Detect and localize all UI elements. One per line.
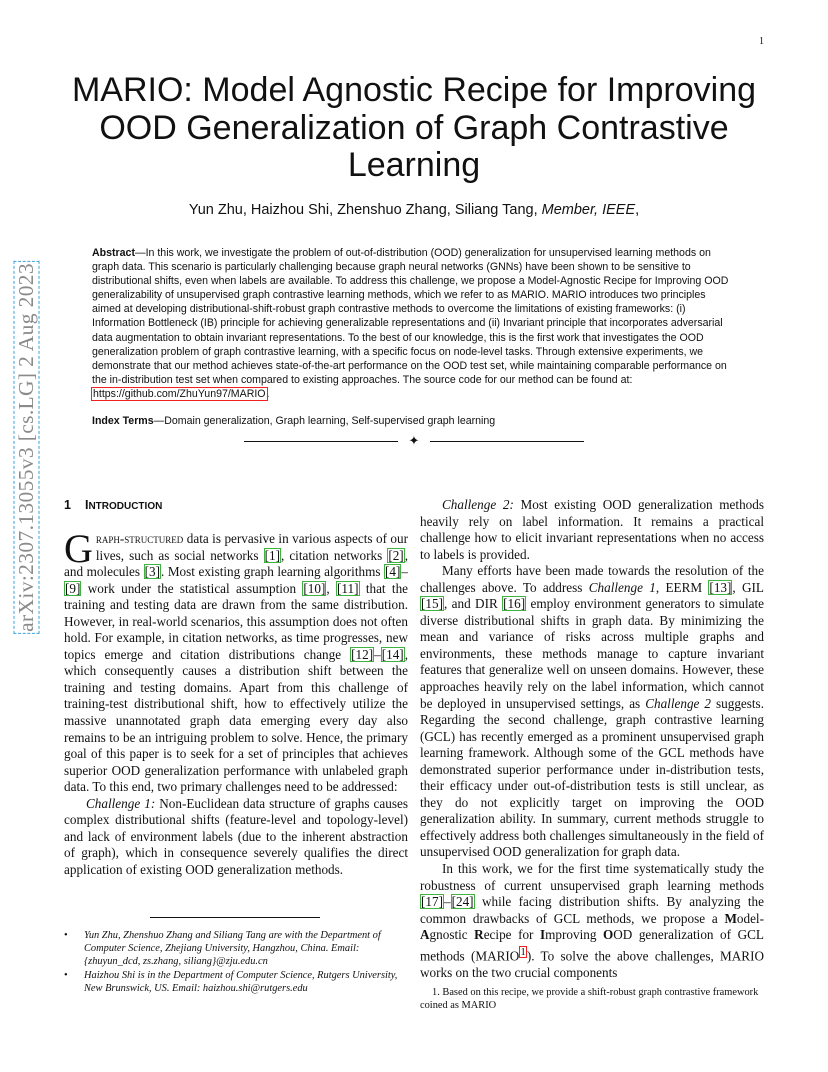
divider-line-left: [244, 441, 398, 442]
source-code-link[interactable]: https://github.com/ZhuYun97/MARIO: [93, 387, 266, 400]
index-terms-label: Index Terms: [92, 415, 154, 427]
acronym-letter: M: [724, 910, 737, 926]
author-list: [70, 202, 758, 218]
divider-line-right: [430, 441, 584, 442]
author-membership: Member, IEEE: [541, 202, 636, 218]
intro-smallcaps: raph-structured: [95, 531, 184, 546]
section-number: 1: [64, 498, 71, 512]
abstract: Abstract—In this work, we investigate the problem of out-of-distribution (OOD) generalization for unsupervised learning methods on graph data. This scenario is particularly challenging because graph neural networks (GNNs) have been shown to be sensitive to distributional shifts, even when labels are available. To address this challenge, we propose a Model-Agnostic Recipe for Improving OOD generalizability of unsupervised graph contrastive learning methods, which we refer to as MARIO. MARIO introduces two principles aimed at developing distributional-shift-robust graph contrastive methods to overcome the limitations of existing frameworks: (i) Information Bottleneck (IB) principle for achieving generalizable representations and (ii) Invariant principle that incorporates adversarial data augmentation to obtain invariant representations. To the best of our knowledge, this is the first work that investigates the OOD generalization problem of graph contrastive learning, with a specific focus on node-level tasks. Through extensive experiments, we demonstrate that our method achieves state-of-the-art performance on the OOD test set, while maintaining comparable performance on the in-distribution test set when compared to existing approaches. The source code for our method can be found at: https://github.com/ZhuYun97/MARIO.: [92, 247, 729, 400]
intro-text: , which consequently causes a distribution shift between the training and testing domains. Apart from this challenge of training-test distributional shift, how to effectively utilize the massive unannotated graph data emerging every day also remains to be an intriguing problem to solve. Hence, the primary goal of this paper is to seek for a set of principles that achieves superior OOD generalization performance with unlabeled graph data. To this end, two primary challenges need to be addressed:: [64, 646, 408, 795]
body-text: gnostic: [429, 927, 475, 943]
body-text: , EERM: [655, 579, 709, 595]
abstract-text: —In this work, we investigate the problem of out-of-distribution (OOD) generalization for unsupervised learning methods on graph data. This scenario is particularly challenging because graph neural networks (GNNs) have been shown to be sensitive to distributional shifts, even when labels are available. To address this challenge, we propose a Model-Agnostic Recipe for Improving OOD generalizability of unsupervised graph contrastive learning methods, which we refer to as MARIO. MARIO introduces two principles aimed at developing distributional-shift-robust graph contrastive methods to overcome the limitations of existing frameworks: (i) Information Bottleneck (IB) principle for achieving generalizable representations and (ii) Invariant principle that incorporates adversarial data augmentation to obtain invariant representations. To the best of our knowledge, this is the first work that investigates the OOD generalization problem of graph contrastive learning, with a specific focus on node-level tasks. Through extensive experiments, we demonstrate that our method achieves state-of-the-art performance on the OOD test set, while maintaining comparable performance on the in-distribution test set when compared to existing approaches. The source code for our method can be found at:: [92, 247, 729, 386]
citation-link[interactable]: [2]: [388, 547, 404, 563]
body-text: ecipe for: [483, 927, 540, 943]
citation-link[interactable]: [3]: [144, 564, 160, 580]
intro-text: work under the statistical assumption: [81, 580, 303, 596]
footnote-rule: [150, 917, 320, 918]
citation-link[interactable]: [4]: [385, 564, 401, 580]
body-text: Many efforts have been made towards the resolution of the challenges above. To address: [420, 563, 764, 595]
body-text: while facing distribution shifts. By analyzing the common drawbacks of GCL methods, we propose a: [420, 894, 764, 926]
body-text: employ environment generators to simulate diverse distributional shifts in graph data. By minimizing the mean and variance of risks across multiple graphs and environments, these methods manage to capture invariant features that generalize well on unseen domains. However, these approaches heavily rely on the label information, which cannot be deployed in unsupervised settings, as: [420, 596, 764, 711]
body-text: odel-: [736, 910, 764, 926]
citation-link[interactable]: [11]: [337, 580, 359, 596]
intro-text: data is pervasive in various aspects of our lives, such as social networks: [95, 531, 408, 563]
paper-title: MARIO: Model Agnostic Recipe for Improving OOD Generalization of Graph Contrastive Learning: [71, 71, 757, 184]
footnote-reference-link[interactable]: 1: [520, 945, 526, 958]
intro-text: . Most existing graph learning algorithms: [160, 564, 385, 580]
challenge-2-paragraph: [420, 497, 764, 563]
acronym-letter: I: [540, 927, 546, 943]
this-work-paragraph: [420, 861, 764, 981]
citation-link[interactable]: [13]: [709, 579, 732, 595]
efforts-paragraph: [420, 563, 764, 861]
body-text: suggests. Regarding the second challenge, graph contrastive learning (GCL) has recently emerged as a prominent unsupervised graph learning framework. Although some of the GCL methods have demonstrated superior performance under in-distribution tests, their efficacy under out-of-distribution tests is still unclear, as they do not explicitly target on improving the OOD generalization ability. In summary, current methods struggle to effectively address both challenges simultaneously in the field of unsupervised OOD generalization for graph data.: [420, 695, 764, 860]
intro-text: –: [401, 564, 409, 580]
abstract-label: Abstract: [92, 247, 135, 259]
affiliation-footnote: • Yun Zhu, Zhenshuo Zhang and Siliang Tang are with the Department of Computer Science, Zhejiang University, Hangzhou, China. Email: {zhuyun_dcd, zs.zhang, siliang}@zju.edu.cn: [64, 929, 408, 969]
challenge-1-label: Challenge 1:: [86, 795, 156, 811]
body-text: , GIL: [732, 579, 764, 595]
intro-text: , and molecules: [64, 547, 408, 580]
arxiv-identifier[interactable]: arXiv:2307.13055v3 [cs.LG] 2 Aug 2023: [14, 263, 38, 632]
left-column: [64, 497, 408, 878]
citation-link[interactable]: [12]: [351, 646, 374, 662]
affiliation-footnote: • Haizhou Shi is in the Department of Computer Science, Rutgers University, New Brunswick, US. Email: haizhou.shi@rutgers.edu: [64, 969, 408, 995]
section-divider: [244, 433, 584, 448]
section-heading-introduction: [64, 497, 408, 515]
challenge-2-text: Most existing OOD generalization methods heavily rely on label information. It remains a practical challenge how to elicit invariant representations when no access to labels is provided.: [420, 497, 764, 562]
challenge-1-text: Non-Euclidean data structure of graphs causes complex distributional shifts (feature-level and topology-level) and lack of environment labels (due to the inherent abstraction of graph), which in consequence severely qualifies the direct application of existing OOD generalization methods.: [64, 795, 408, 877]
intro-text: , citation networks: [280, 547, 388, 563]
citation-link[interactable]: [16]: [503, 596, 526, 612]
acronym-letter: O: [602, 927, 614, 943]
drop-cap: G: [64, 526, 93, 571]
citation-link[interactable]: [15]: [421, 596, 443, 612]
challenge-2-label: Challenge 2:: [442, 497, 514, 512]
section-title-rest: NTRODUCTION: [88, 501, 163, 512]
section-title-first-letter: I: [84, 498, 89, 512]
acronym-letter: A: [420, 927, 430, 943]
right-column: [420, 497, 764, 981]
citation-link[interactable]: [17]: [421, 894, 443, 910]
body-text-italic: Challenge 1: [588, 579, 656, 595]
body-text: –: [443, 894, 451, 910]
author-trailing: ,: [635, 202, 640, 218]
body-text: ). To solve the above challenges, MARIO works on the two crucial components: [420, 948, 764, 980]
body-text: OD generalization of GCL methods (MARIO: [420, 927, 764, 964]
acronym-letter: R: [474, 927, 484, 943]
footnote-1: 1. Based on this recipe, we provide a shift-robust graph contrastive framework coined as MARIO: [420, 987, 759, 1012]
index-terms: [92, 415, 736, 427]
affiliation-footnotes: [64, 929, 408, 995]
author-names: Yun Zhu, Haizhou Shi, Zhenshuo Zhang, Siliang Tang,: [188, 202, 538, 218]
citation-link[interactable]: [1]: [264, 547, 280, 563]
citation-link[interactable]: [24]: [451, 894, 474, 910]
intro-text: ,: [326, 580, 337, 596]
citation-link[interactable]: [14]: [381, 646, 404, 662]
body-text-italic: Challenge 2: [645, 695, 711, 711]
divider-diamond-icon: ✦: [408, 433, 420, 448]
page-number: 1: [759, 36, 764, 47]
citation-link[interactable]: [9]: [65, 580, 81, 596]
citation-link[interactable]: [10]: [303, 580, 326, 596]
body-text: , and DIR: [443, 596, 503, 612]
intro-text: that the training and testing data are drawn from the same distribution. However, in real-world scenarios, this assumption does not often hold. For example, in citation networks, as time progresses, new topics emerge and citation distributions change: [64, 580, 409, 662]
body-text: mproving: [545, 927, 603, 943]
intro-paragraph-1: [64, 526, 409, 796]
index-terms-text: —Domain generalization, Graph learning, Self-supervised graph learning: [153, 415, 496, 427]
intro-text: –: [374, 646, 381, 662]
challenge-1-paragraph: [64, 796, 408, 879]
body-text: In this work, we for the first time systematically study the robustness of current unsupervised graph learning methods: [420, 861, 764, 893]
